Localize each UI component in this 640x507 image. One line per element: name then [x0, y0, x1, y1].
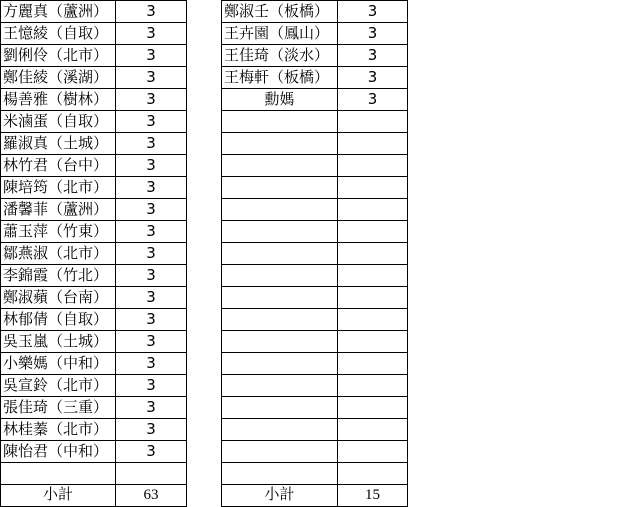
- right-count-cell[interactable]: [338, 221, 408, 243]
- column-gap-cell: [187, 155, 222, 177]
- table-row: [1, 463, 408, 485]
- column-gap-cell: [187, 111, 222, 133]
- left-count-cell[interactable]: 3: [116, 375, 187, 397]
- left-count-cell[interactable]: 3: [116, 397, 187, 419]
- right-name-cell[interactable]: 王梅軒（板橋）: [222, 67, 338, 89]
- left-name-cell[interactable]: 李錦霞（竹北）: [1, 265, 116, 287]
- column-gap-cell: [187, 419, 222, 441]
- right-name-cell[interactable]: [222, 243, 338, 265]
- column-gap-cell: [187, 375, 222, 397]
- right-count-cell[interactable]: [338, 133, 408, 155]
- column-gap-cell: [187, 331, 222, 353]
- left-name-cell[interactable]: 陳怡君（中和）: [1, 441, 116, 463]
- left-count-cell[interactable]: 3: [116, 155, 187, 177]
- table-row: [1, 155, 408, 177]
- column-gap-cell: [187, 441, 222, 463]
- left-name-cell[interactable]: 林郁倩（自取）: [1, 309, 116, 331]
- left-name-cell[interactable]: 潘馨菲（蘆洲）: [1, 199, 116, 221]
- column-gap-cell: [187, 133, 222, 155]
- right-count-cell[interactable]: [338, 441, 408, 463]
- table-row: [1, 23, 408, 45]
- left-name-cell[interactable]: 鄒燕淑（北市）: [1, 243, 116, 265]
- right-count-cell[interactable]: 3: [338, 23, 408, 45]
- left-name-cell[interactable]: 方麗真（蘆洲）: [1, 1, 116, 23]
- right-name-cell[interactable]: [222, 397, 338, 419]
- left-subtotal-value[interactable]: 63: [116, 485, 187, 507]
- right-name-cell[interactable]: [222, 353, 338, 375]
- column-gap-cell: [187, 177, 222, 199]
- left-subtotal-label[interactable]: 小計: [1, 485, 116, 507]
- left-count-cell[interactable]: 3: [116, 1, 187, 23]
- column-gap-cell: [187, 287, 222, 309]
- column-gap-cell: [187, 463, 222, 485]
- left-count-cell[interactable]: 3: [116, 265, 187, 287]
- left-name-cell[interactable]: 鄭淑蘋（台南）: [1, 287, 116, 309]
- right-count-cell[interactable]: [338, 287, 408, 309]
- right-count-cell[interactable]: [338, 419, 408, 441]
- right-count-cell[interactable]: 3: [338, 89, 408, 111]
- left-count-cell[interactable]: 3: [116, 45, 187, 67]
- spreadsheet-body: [1, 1, 408, 485]
- left-count-cell[interactable]: 3: [116, 221, 187, 243]
- right-count-cell[interactable]: [338, 177, 408, 199]
- table-row: [1, 309, 408, 331]
- right-name-cell[interactable]: [222, 177, 338, 199]
- right-subtotal-value[interactable]: 15: [338, 485, 408, 507]
- column-gap-cell: [187, 199, 222, 221]
- left-name-cell[interactable]: 林竹君（台中）: [1, 155, 116, 177]
- table-row: [1, 133, 408, 155]
- right-name-cell[interactable]: 王卉園（鳳山）: [222, 23, 338, 45]
- right-name-cell[interactable]: [222, 133, 338, 155]
- left-name-cell[interactable]: 吳玉嵐（土城）: [1, 331, 116, 353]
- table-row: [1, 67, 408, 89]
- table-row: [1, 177, 408, 199]
- left-name-cell[interactable]: 蕭玉萍（竹東）: [1, 221, 116, 243]
- table-row: [1, 111, 408, 133]
- left-count-cell[interactable]: 3: [116, 23, 187, 45]
- left-name-cell[interactable]: 王憶綾（自取）: [1, 23, 116, 45]
- column-gap-cell: [187, 23, 222, 45]
- left-count-cell[interactable]: 3: [116, 441, 187, 463]
- column-gap-cell: [187, 243, 222, 265]
- right-name-cell[interactable]: 鄭淑壬（板橋）: [222, 1, 338, 23]
- right-count-cell[interactable]: [338, 243, 408, 265]
- left-count-cell[interactable]: 3: [116, 89, 187, 111]
- right-name-cell[interactable]: [222, 309, 338, 331]
- table-row: [1, 419, 408, 441]
- right-count-cell[interactable]: 3: [338, 45, 408, 67]
- table-row: [1, 1, 408, 23]
- right-name-cell[interactable]: 勳媽: [222, 89, 338, 111]
- left-count-cell[interactable]: 3: [116, 419, 187, 441]
- left-name-cell[interactable]: 羅淑真（土城）: [1, 133, 116, 155]
- left-count-cell[interactable]: [116, 463, 187, 485]
- column-gap-cell: [187, 265, 222, 287]
- right-name-cell[interactable]: [222, 419, 338, 441]
- right-name-cell[interactable]: [222, 375, 338, 397]
- left-name-cell[interactable]: 小樂媽（中和）: [1, 353, 116, 375]
- column-gap-cell: [187, 45, 222, 67]
- table-row: [1, 199, 408, 221]
- right-name-cell[interactable]: [222, 441, 338, 463]
- left-name-cell[interactable]: 鄭佳綾（溪湖）: [1, 67, 116, 89]
- left-count-cell[interactable]: 3: [116, 287, 187, 309]
- right-name-cell[interactable]: [222, 265, 338, 287]
- right-name-cell[interactable]: [222, 155, 338, 177]
- column-gap-cell: [187, 397, 222, 419]
- right-count-cell[interactable]: 3: [338, 67, 408, 89]
- right-count-cell[interactable]: [338, 309, 408, 331]
- left-count-cell[interactable]: 3: [116, 353, 187, 375]
- right-count-cell[interactable]: [338, 199, 408, 221]
- column-gap-cell: [187, 221, 222, 243]
- table-row: [1, 397, 408, 419]
- left-name-cell[interactable]: 林桂蓁（北市）: [1, 419, 116, 441]
- right-name-cell[interactable]: [222, 331, 338, 353]
- right-count-cell[interactable]: [338, 265, 408, 287]
- left-count-cell[interactable]: 3: [116, 177, 187, 199]
- right-name-cell[interactable]: [222, 463, 338, 485]
- left-name-cell[interactable]: 陳培筠（北市）: [1, 177, 116, 199]
- column-gap-cell: [187, 485, 222, 507]
- left-count-cell[interactable]: 3: [116, 309, 187, 331]
- left-name-cell[interactable]: [1, 463, 116, 485]
- table-row: [1, 45, 408, 67]
- right-name-cell[interactable]: [222, 111, 338, 133]
- column-gap-cell: [187, 67, 222, 89]
- column-gap-cell: [187, 1, 222, 23]
- column-gap-cell: [187, 353, 222, 375]
- left-count-cell[interactable]: 3: [116, 133, 187, 155]
- right-count-cell[interactable]: 3: [338, 1, 408, 23]
- right-count-cell[interactable]: [338, 375, 408, 397]
- left-name-cell[interactable]: 吳宣鈴（北市）: [1, 375, 116, 397]
- right-name-cell[interactable]: [222, 221, 338, 243]
- right-count-cell[interactable]: [338, 111, 408, 133]
- right-count-cell[interactable]: [338, 397, 408, 419]
- table-row: [1, 243, 408, 265]
- left-count-cell[interactable]: 3: [116, 331, 187, 353]
- left-name-cell[interactable]: 楊善雅（樹林）: [1, 89, 116, 111]
- right-subtotal-label[interactable]: 小計: [222, 485, 338, 507]
- table-row: [1, 265, 408, 287]
- table-row: [1, 331, 408, 353]
- table-row: [1, 353, 408, 375]
- left-count-cell[interactable]: 3: [116, 243, 187, 265]
- right-name-cell[interactable]: 王佳琦（淡水）: [222, 45, 338, 67]
- table-row: [1, 441, 408, 463]
- table-row: [1, 375, 408, 397]
- right-count-cell[interactable]: [338, 331, 408, 353]
- left-name-cell[interactable]: 張佳琦（三重）: [1, 397, 116, 419]
- subtotal-row: [1, 485, 408, 507]
- right-name-cell[interactable]: [222, 287, 338, 309]
- left-count-cell[interactable]: 3: [116, 199, 187, 221]
- right-count-cell[interactable]: [338, 463, 408, 485]
- table-row: [1, 287, 408, 309]
- table-row: [1, 89, 408, 111]
- right-count-cell[interactable]: [338, 353, 408, 375]
- right-name-cell[interactable]: [222, 199, 338, 221]
- column-gap-cell: [187, 309, 222, 331]
- left-count-cell[interactable]: 3: [116, 111, 187, 133]
- left-count-cell[interactable]: 3: [116, 67, 187, 89]
- left-name-cell[interactable]: 米滷蛋（自取）: [1, 111, 116, 133]
- column-gap-cell: [187, 89, 222, 111]
- left-name-cell[interactable]: 劉俐伶（北市）: [1, 45, 116, 67]
- table-row: [1, 221, 408, 243]
- right-count-cell[interactable]: [338, 155, 408, 177]
